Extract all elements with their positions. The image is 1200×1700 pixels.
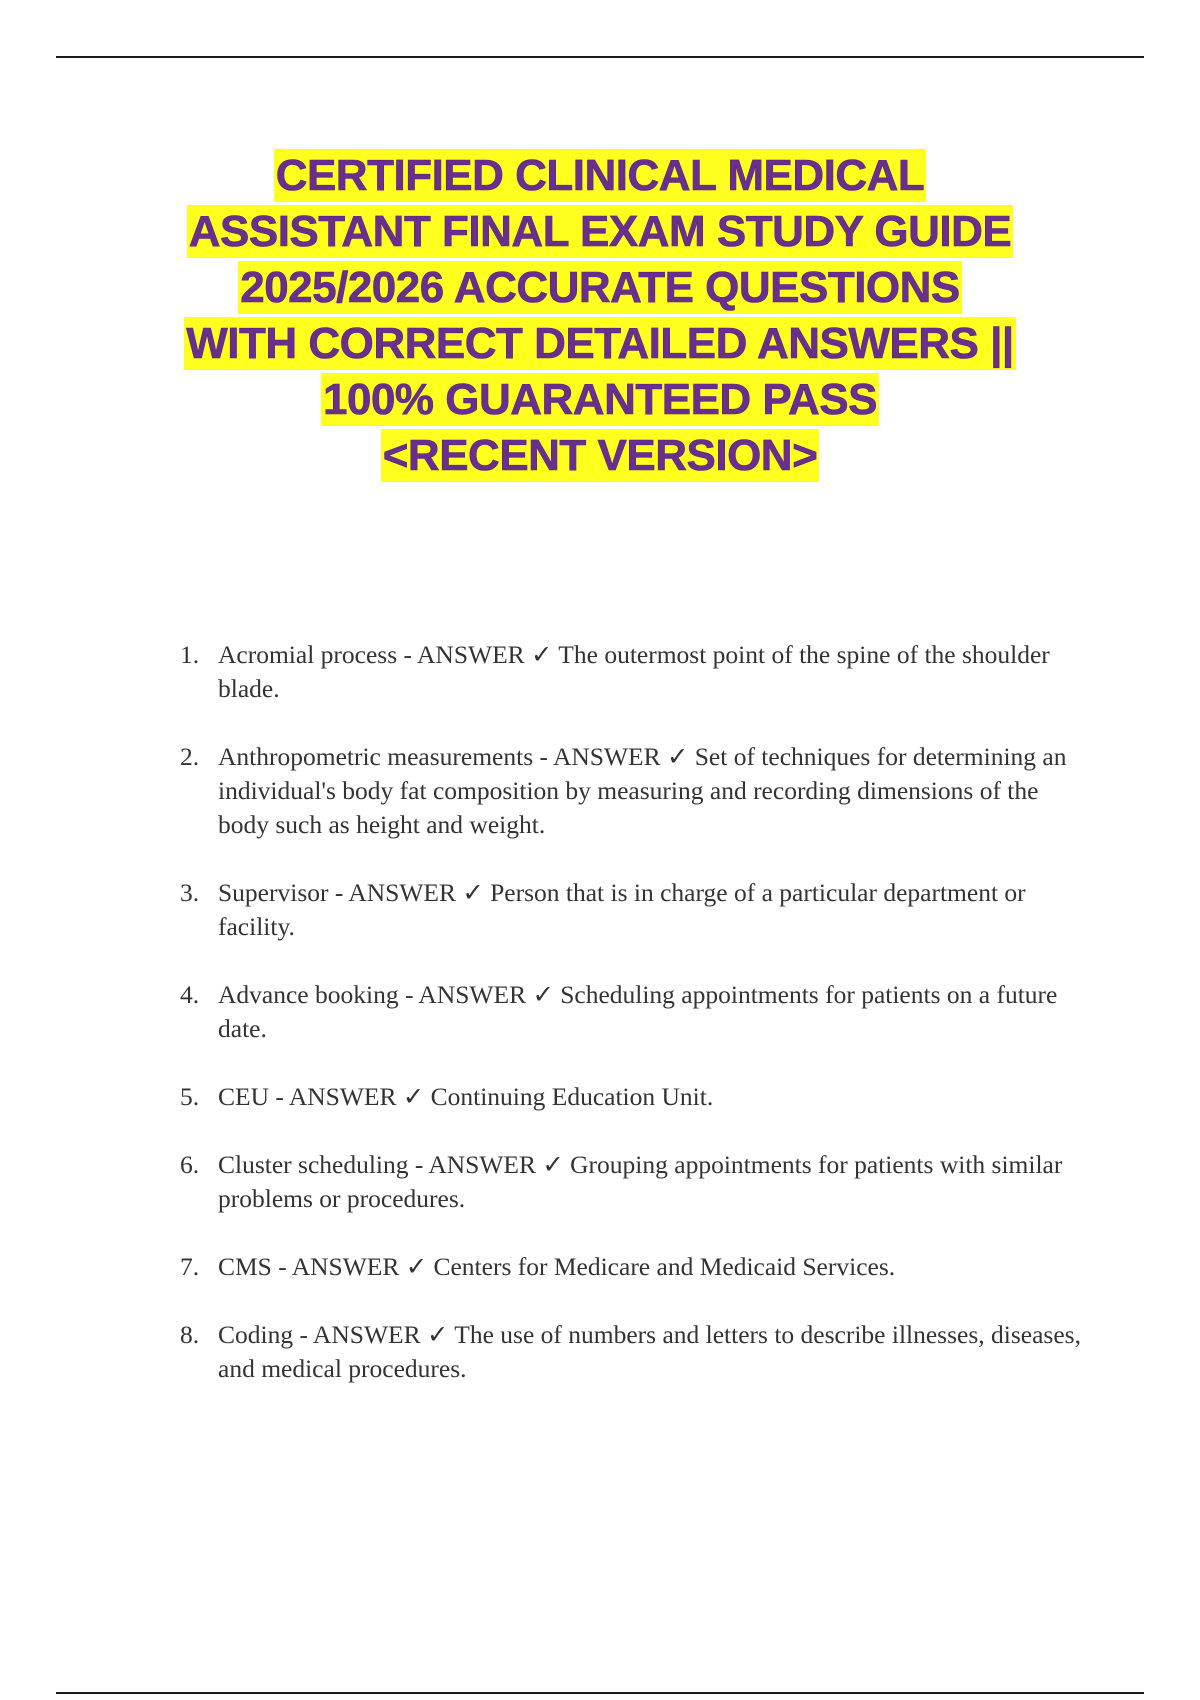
item-text: Supervisor - ANSWER ✓ Person that is in charge of a particular department or facility. — [218, 878, 1026, 941]
item-text: CEU - ANSWER ✓ Continuing Education Unit. — [218, 1082, 714, 1111]
item-text: Acromial process - ANSWER ✓ The outermost point of the spine of the shoulder blade. — [218, 640, 1050, 703]
item-number: 1. — [180, 640, 200, 669]
item-text: Advance booking - ANSWER ✓ Scheduling appointments for patients on a future date. — [218, 980, 1058, 1043]
item-number: 7. — [180, 1252, 200, 1281]
item-number: 3. — [180, 878, 200, 907]
item-number: 5. — [180, 1082, 200, 1111]
item-text: CMS - ANSWER ✓ Centers for Medicare and Medicaid Services. — [218, 1252, 896, 1281]
title-line-2: ASSISTANT FINAL EXAM STUDY GUIDE — [188, 207, 1012, 256]
list-item — [170, 978, 1090, 1046]
title-line-4: WITH CORRECT DETAILED ANSWERS || — [186, 319, 1014, 368]
list-item — [170, 1148, 1090, 1216]
list-item — [170, 1250, 1090, 1284]
item-text: Anthropometric measurements - ANSWER ✓ Set of techniques for determining an individual's body fat composition by measuring and recording dimensions of the body such as height and weight. — [218, 742, 1067, 839]
list-item — [170, 1318, 1090, 1386]
title-line-6: <RECENT VERSION> — [382, 431, 818, 480]
title-line-5: 100% GUARANTEED PASS — [323, 375, 877, 424]
top-rule — [56, 56, 1144, 58]
title-line-3: 2025/2026 ACCURATE QUESTIONS — [240, 263, 960, 312]
item-number: 4. — [180, 980, 200, 1009]
item-number: 6. — [180, 1150, 200, 1179]
list-item — [170, 876, 1090, 944]
list-item — [170, 740, 1090, 842]
list-item — [170, 638, 1090, 706]
bottom-rule — [56, 1692, 1144, 1694]
item-number: 8. — [180, 1320, 200, 1349]
title-line-1: CERTIFIED CLINICAL MEDICAL — [275, 151, 925, 200]
list-item — [170, 1080, 1090, 1114]
item-text: Coding - ANSWER ✓ The use of numbers and letters to describe illnesses, diseases, and medical procedures. — [218, 1320, 1081, 1383]
document-title — [100, 148, 1100, 484]
item-text: Cluster scheduling - ANSWER ✓ Grouping appointments for patients with similar problems or procedures. — [218, 1150, 1063, 1213]
item-number: 2. — [180, 742, 200, 771]
question-answer-list — [170, 638, 1090, 1420]
